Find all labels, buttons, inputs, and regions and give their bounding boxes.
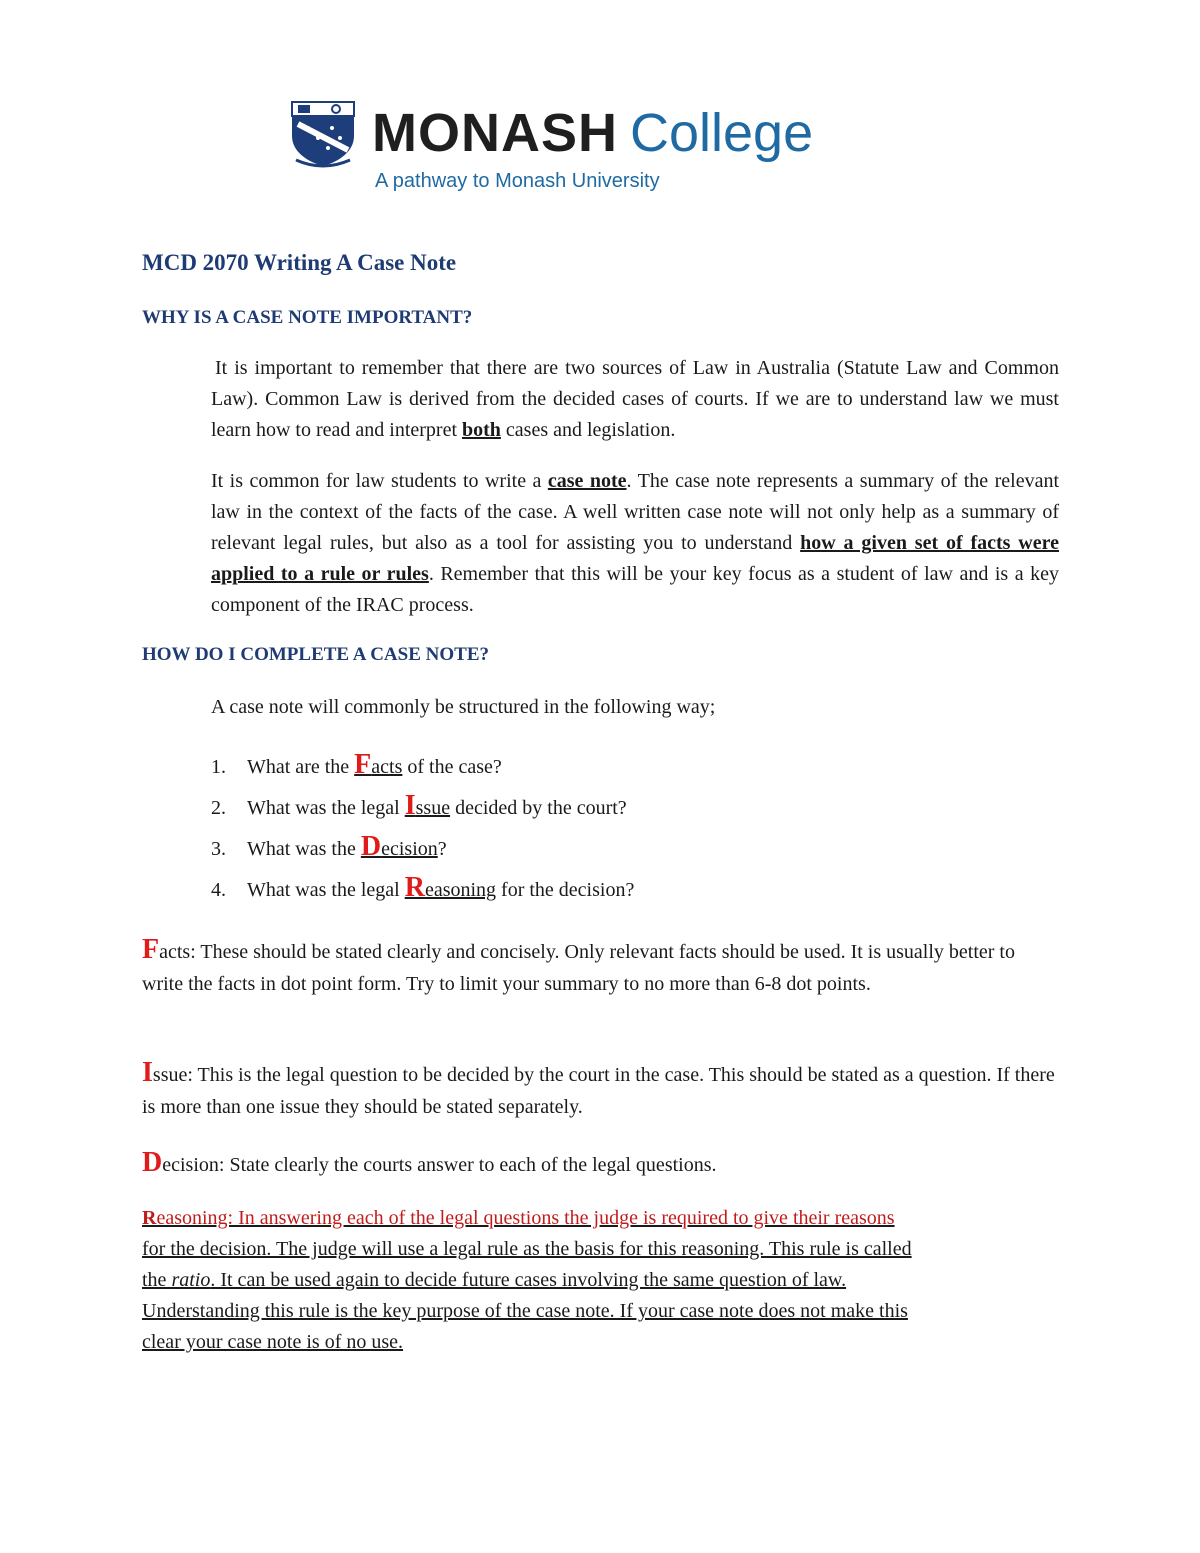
facts-section [142, 934, 1056, 1000]
paragraph-structure: A case note will commonly be structured in the following way; [211, 696, 716, 718]
issue-initial: I [142, 1057, 153, 1088]
decision-section [142, 1147, 1056, 1181]
reasoning-section [142, 1203, 1056, 1358]
list-number: 4. [211, 879, 226, 901]
p1-emphasis: both [462, 419, 501, 441]
reasoning-line: Understanding this rule is the key purpose of the case note. If your case note does not make this [142, 1300, 908, 1322]
p2-emphasis-1: case note [547, 470, 627, 492]
brand-main: MONASH [372, 103, 618, 163]
reasoning-initial: R [142, 1207, 157, 1229]
section-heading-how: HOW DO I COMPLETE A CASE NOTE? [142, 644, 489, 665]
issue-section [142, 1057, 1056, 1123]
facts-initial: F [142, 934, 160, 965]
list-text-end: of the case? [402, 756, 502, 778]
list-number: 2. [211, 797, 226, 819]
paragraph-sources-of-law [211, 353, 1059, 446]
list-text-end: for the decision? [496, 879, 635, 901]
reasoning-text-1: easoning: In answering each of the legal questions the judge is required to give their reasons [156, 1207, 895, 1229]
p1-text: It is important to remember that there are two sources of Law in Australia (Statute Law and Common Law). Common Law is derived from the decided cases of courts. If we are to understand law we must learn how to read and interpret [211, 357, 1059, 441]
list-keyword: acts [371, 756, 403, 778]
document-title: MCD 2070 Writing A Case Note [142, 250, 457, 275]
list-item [211, 830, 634, 871]
crest-icon [288, 98, 358, 168]
reasoning-text-3b: . It can be used again to decide future cases involving the same question of law. [210, 1269, 847, 1291]
list-text: What was the legal [247, 879, 405, 901]
list-keyword: ssue [415, 797, 451, 819]
issue-text: ssue: This is the legal question to be decided by the court in the case. This should be stated as a question. If there is more than one issue they should be stated separately. [142, 1064, 1055, 1118]
list-text: What are the [247, 756, 355, 778]
p2-text-b: . The case note represents a summary of the relevant law in the context of the facts of the case. A well written case note will not only help as a summary of relevant legal rules, but also as a tool for assisting you to understand [211, 470, 1060, 554]
list-text: What was the [247, 838, 361, 860]
list-keyword: ecision [381, 838, 438, 860]
brand-sub: College [630, 103, 814, 163]
ratio-term: ratio [171, 1269, 211, 1291]
facts-text: acts: These should be stated clearly and concisely. Only relevant facts should be used. It is usually better to write the facts in dot point form. Try to limit your summary to no more than 6-8 dot points. [142, 941, 1015, 995]
brand-tagline: A pathway to Monash University [375, 170, 660, 192]
list-initial: F [354, 749, 372, 780]
list-initial: D [360, 831, 382, 862]
decision-text: ecision: State clearly the courts answer to each of the legal questions. [162, 1154, 717, 1176]
list-item [211, 748, 634, 789]
reasoning-line: clear your case note is of no use. [142, 1331, 404, 1353]
list-initial: R [404, 872, 425, 903]
reasoning-text-3a: the [142, 1269, 172, 1291]
section-heading-why: WHY IS A CASE NOTE IMPORTANT? [142, 307, 473, 328]
list-text-end: ? [437, 838, 447, 860]
p2-text-c: . Remember that this will be your key focus as a student of law and is a key component of the IRAC process. [211, 563, 1060, 616]
decision-initial: D [142, 1147, 163, 1178]
list-item [211, 789, 634, 830]
reasoning-line: for the decision. The judge will use a legal rule as the basis for this reasoning. This rule is called [142, 1238, 912, 1260]
list-item [211, 871, 634, 912]
paragraph-case-note [211, 466, 1059, 621]
reasoning-line [142, 1203, 1056, 1234]
list-text-end: decided by the court? [450, 797, 627, 819]
list-text: What was the legal [247, 797, 405, 819]
brand-wordmark [372, 102, 813, 164]
list-number: 1. [211, 756, 226, 778]
p1-end: cases and legislation. [500, 419, 676, 441]
list-initial: I [404, 790, 416, 821]
p2-text-a: It is common for law students to write a [211, 470, 548, 492]
p2-emphasis-2: how a given set of facts were applied to a rule or rules [211, 532, 1060, 585]
reasoning-line [142, 1265, 1056, 1296]
monash-college-logo [288, 98, 928, 198]
list-number: 3. [211, 838, 226, 860]
case-note-steps-list [211, 748, 634, 912]
list-keyword: easoning [424, 879, 497, 901]
